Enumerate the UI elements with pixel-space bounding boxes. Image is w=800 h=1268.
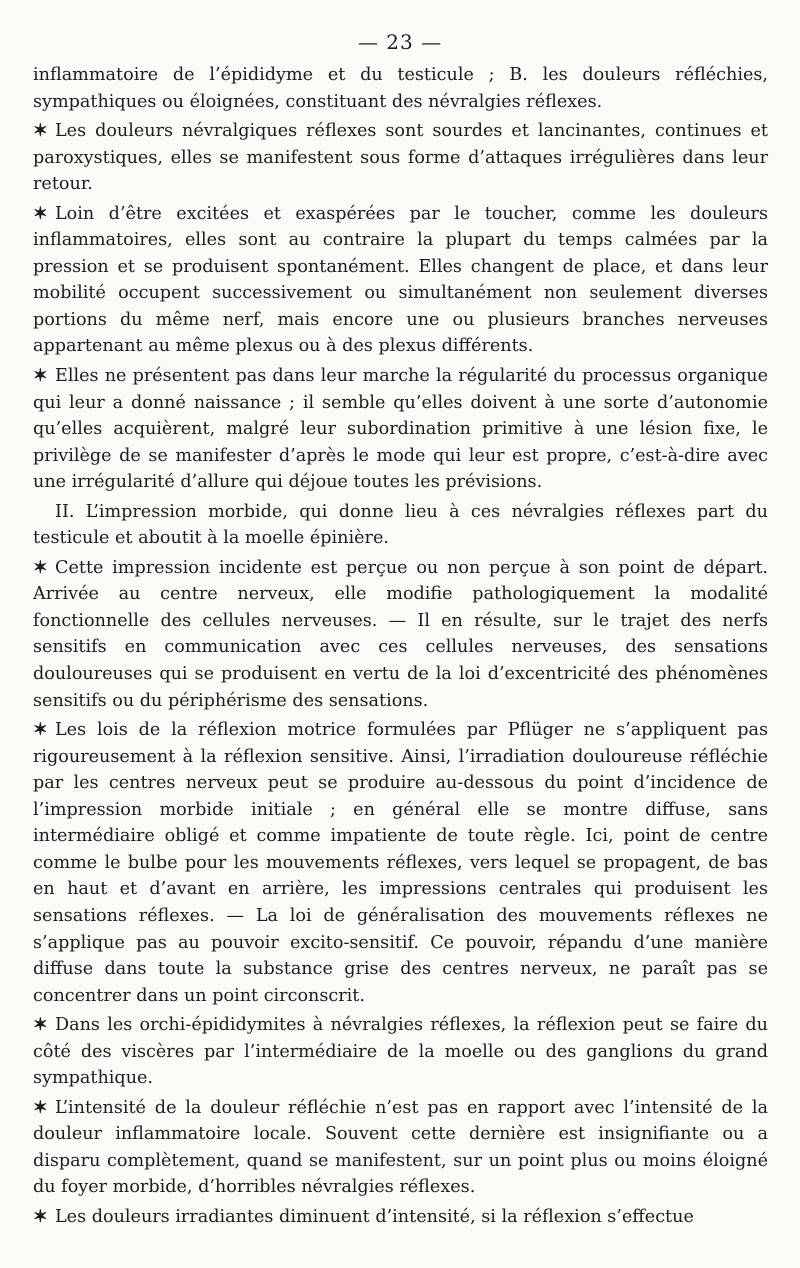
paragraph: ✶ Loin d’être excitées et exaspérées par le toucher, comme les douleurs inflammatoires, elles sont au contraire la plupart du temps calmées par la pression et se produisent spontanément. Elles changent de place, et dans leur mobilité occupent successivement ou simultanément non seulement diverses portions du même nerf, mais encore une ou plusieurs branches nerveuses appartenant au même plexus ou à des plexus différents. bbox=[33, 202, 768, 357]
asterisk-marker: ✶ bbox=[33, 1205, 48, 1227]
paragraph: ✶ Les douleurs irradiantes diminuent d’intensité, si la réflexion s’effectue bbox=[33, 1204, 768, 1231]
asterisk-marker: ✶ bbox=[33, 365, 48, 387]
paragraph: inflammatoire de l’épididyme et du testicule ; B. les douleurs réfléchies, sympathiques ou éloignées, constituant des névralgies réflexes. bbox=[33, 65, 768, 112]
asterisk-marker: ✶ bbox=[33, 202, 48, 224]
paragraph: II. L’impression morbide, qui donne lieu à ces névralgies réflexes part du testicule et aboutit à la moelle épinière. bbox=[33, 501, 768, 549]
paragraph: ✶ L’intensité de la douleur réfléchie n’est pas en rapport avec l’intensité de la douleur inflammatoire locale. Souvent cette dernière est insignifiante ou a disparu complètement, quand se manifestent, sur un point plus ou moins éloigné du foyer morbide, d’horribles névralgies réflexes. bbox=[33, 1096, 768, 1198]
asterisk-marker: ✶ bbox=[33, 556, 48, 578]
paragraph: ✶ Les lois de la réflexion motrice formulées par Pflüger ne s’appliquent pas rigoureusement à la réflexion sensitive. Ainsi, l’irradiation douloureuse réfléchie par les centres nerveux peut se produire au-dessous du point d’incidence de l’impression morbide initiale ; en général elle se montre diffuse, sans intermédiaire obligé et comme impatiente de toute règle. Ici, point de centre comme le bulbe pour les mouvements réflexes, vers lequel se propagent, de bas en haut et d’avant en arrière, les impressions centrales qui produisent les sensations réflexes. — La loi de généralisation des mouvements réflexes ne s’applique pas au pouvoir excito-sensitif. Ce pouvoir, répandu d’une manière diffuse dans toute la substance grise des centres nerveux, ne paraît pas se concentrer dans un point circonscrit. bbox=[33, 719, 768, 1006]
asterisk-marker: ✶ bbox=[33, 1014, 48, 1036]
paragraph: ✶ Elles ne présentent pas dans leur marche la régularité du processus organique qui leur a donné naissance ; il semble qu’elles doivent à une sorte d’autonomie qu’elles acquièrent, malgré leur subordination primitive à une lésion fixe, le privilège de se manifester d’après le mode qui leur est propre, c’est-à-dire avec une irrégularité d’allure qui déjoue toutes les prévisions. bbox=[33, 365, 768, 493]
page-number: — 23 — bbox=[357, 30, 443, 54]
paragraph: ✶ Les douleurs névralgiques réflexes sont sourdes et lancinantes, continues et paroxystiques, elles se manifestent sous forme d’attaques irrégulières dans leur retour. bbox=[33, 120, 768, 195]
body-text bbox=[33, 62, 768, 1231]
asterisk-marker: ✶ bbox=[33, 719, 48, 741]
asterisk-marker: ✶ bbox=[33, 120, 48, 142]
paragraph: ✶ Dans les orchi-épididymites à névralgies réflexes, la réflexion peut se faire du côté des viscères par l’intermédiaire de la moelle ou des ganglions du grand sympathique. bbox=[33, 1014, 768, 1089]
paragraph: ✶ Cette impression incidente est perçue ou non perçue à son point de départ. Arrivée au centre nerveux, elle modifie pathologiquement la modalité fonctionnelle des cellules nerveuses. — Il en résulte, sur le trajet des nerfs sensitifs en communication avec ces cellules nerveuses, des sensations douloureuses qui se produisent en vertu de la loi d’excentricité des phénomènes sensitifs ou du périphérisme des sensations. bbox=[33, 556, 768, 711]
asterisk-marker: ✶ bbox=[33, 1096, 48, 1118]
